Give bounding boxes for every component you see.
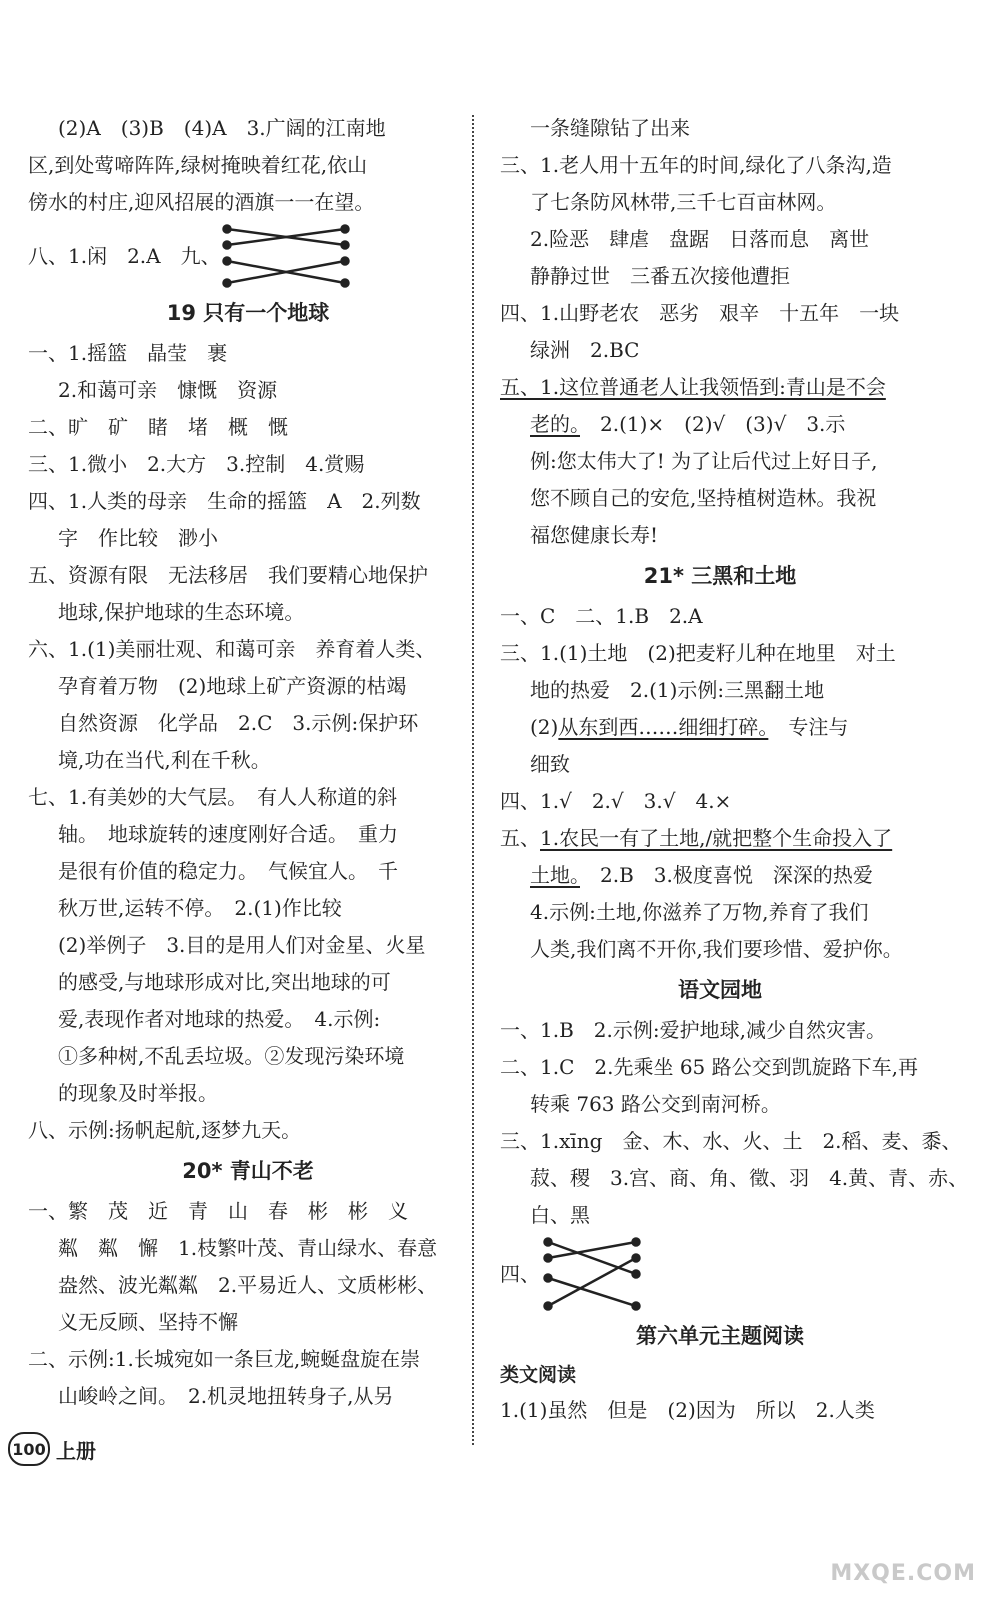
matching-lines-diagram bbox=[221, 221, 371, 291]
answer-line: 您不顾自己的安危,坚持植树造林。我祝 bbox=[530, 486, 877, 510]
answer-line bbox=[500, 406, 940, 443]
section-title: 语文园地 bbox=[678, 978, 762, 1002]
column-divider bbox=[472, 115, 474, 1445]
underlined-text: 土地。 bbox=[530, 863, 580, 887]
answer-line bbox=[500, 857, 940, 894]
answer-line: 地球,保护地球的生态环境。 bbox=[58, 600, 305, 624]
answer-line: 1.(1)虽然 但是 (2)因为 所以 2.人类 bbox=[500, 1398, 875, 1422]
left-column bbox=[28, 110, 468, 1415]
answer-line: 二、1.C 2.先乘坐 65 路公交到凯旋路下车,再 bbox=[500, 1055, 918, 1079]
answer-line: 人类,我们离不开你,我们要珍惜、爱护你。 bbox=[530, 937, 903, 961]
answer-line: 二、旷 矿 睹 堵 概 慨 bbox=[28, 415, 288, 439]
answer-line: 绿洲 2.BC bbox=[530, 338, 640, 362]
matching-row bbox=[28, 221, 468, 291]
answer-line: 盎然、波光粼粼 2.平易近人、文质彬彬、 bbox=[58, 1273, 438, 1297]
lesson-title: 21* 三黑和土地 bbox=[643, 564, 797, 588]
answer-line: 三、1.(1)土地 (2)把麦籽儿种在地里 对土 bbox=[500, 641, 896, 665]
page-footer bbox=[8, 1432, 96, 1466]
answer-line: 例:您太伟大了! 为了让后代过上好日子, bbox=[530, 449, 878, 473]
answer-line: 自然资源 化学品 2.C 3.示例:保护环 bbox=[58, 711, 419, 735]
answer-line: 八、示例:扬帆起航,逐梦九天。 bbox=[28, 1118, 302, 1142]
answer-line: 孕育着万物 (2)地球上矿产资源的枯竭 bbox=[58, 674, 407, 698]
unit-title: 第六单元主题阅读 bbox=[636, 1324, 804, 1348]
answer-line: 静静过世 三番五次接他遭拒 bbox=[530, 264, 790, 288]
answer-line: 义无反顾、坚持不懈 bbox=[58, 1310, 238, 1334]
answer-line: 一、繁 茂 近 青 山 春 彬 彬 义 bbox=[28, 1199, 408, 1223]
answer-line: (2)举例子 3.目的是用人们对金星、火星 bbox=[58, 933, 426, 957]
answer-line: 四、1.√ 2.√ 3.√ 4.× bbox=[500, 789, 732, 813]
answer-line: 四、1.山野老农 恶劣 艰辛 十五年 一块 bbox=[500, 301, 900, 325]
answer-line: 了七条防风林带,三千七百亩林网。 bbox=[530, 190, 837, 214]
answer-line: 六、1.(1)美丽壮观、和蔼可亲 养育着人类、 bbox=[28, 637, 436, 661]
answer-line: 一、1.B 2.示例:爱护地球,减少自然灾害。 bbox=[500, 1018, 886, 1042]
answer-line bbox=[500, 709, 940, 746]
answer-line: 的现象及时举报。 bbox=[58, 1081, 218, 1105]
answer-line: 白、黑 bbox=[530, 1203, 590, 1227]
lesson-title: 19 只有一个地球 bbox=[166, 301, 330, 325]
matching-row bbox=[500, 1234, 940, 1314]
answer-line: 四、1.人类的母亲 生命的摇篮 A 2.列数 bbox=[28, 489, 421, 513]
answer-line: 轴。 地球旋转的速度刚好合适。 重力 bbox=[58, 822, 398, 846]
answer-line: 三、1.微小 2.大方 3.控制 4.赏赐 bbox=[28, 452, 365, 476]
subsection-title: 类文阅读 bbox=[500, 1364, 577, 1386]
answer-line: 2.险恶 肆虐 盘踞 日落而息 离世 bbox=[530, 227, 870, 251]
answer-line: 字 作比较 渺小 bbox=[58, 526, 218, 550]
watermark: MXQE.COM bbox=[830, 1561, 976, 1586]
answer-text: 五、 bbox=[500, 826, 540, 850]
answer-line: 福您健康长寿! bbox=[530, 523, 659, 547]
answer-line: 三、1.老人用十五年的时间,绿化了八条沟,造 bbox=[500, 153, 892, 177]
answer-line: 一、C 二、1.B 2.A bbox=[500, 604, 703, 628]
right-column bbox=[500, 110, 969, 1429]
answer-line: 四、 bbox=[500, 1261, 540, 1286]
answer-line: 境,功在当代,利在千秋。 bbox=[58, 748, 271, 772]
answer-line: 4.示例:土地,你滋养了万物,养育了我们 bbox=[530, 900, 869, 924]
answer-text: (2) bbox=[530, 715, 559, 739]
answer-text: 2.B 3.极度喜悦 深深的热爱 bbox=[580, 863, 873, 887]
answer-line: ①多种树,不乱丢垃圾。②发现污染环境 bbox=[58, 1044, 405, 1068]
answer-line: 八、1.闲 2.A 九、 bbox=[28, 243, 221, 268]
answer-line: 的感受,与地球形成对比,突出地球的可 bbox=[58, 970, 391, 994]
answer-line: 五、资源有限 无法移居 我们要精心地保护 bbox=[28, 563, 428, 587]
answer-line: 二、示例:1.长城宛如一条巨龙,蜿蜒盘旋在崇 bbox=[28, 1347, 421, 1371]
page-number: 100 bbox=[8, 1432, 50, 1466]
answer-text: 2.(1)× (2)√ (3)√ 3.示 bbox=[580, 412, 846, 436]
answer-line: 细致 bbox=[530, 752, 570, 776]
answer-line: 三、1.xīng 金、木、水、火、土 2.稻、麦、黍、 bbox=[500, 1129, 962, 1153]
answer-line: 五、1.这位普通老人让我领悟到:青山是不会 bbox=[500, 375, 886, 399]
answer-line: 爱,表现作者对地球的热爱。 4.示例: bbox=[58, 1007, 381, 1031]
answer-line: 傍水的村庄,迎风招展的酒旗一一在望。 bbox=[28, 190, 375, 214]
answer-line: 地的热爱 2.(1)示例:三黑翻土地 bbox=[530, 678, 825, 702]
answer-line: 粼 粼 懈 1.枝繁叶茂、青山绿水、春意 bbox=[58, 1236, 438, 1260]
underlined-text: 从东到西……细细打碎。 bbox=[558, 715, 769, 739]
underlined-text: 老的。 bbox=[530, 412, 580, 436]
answer-line bbox=[500, 820, 940, 857]
answer-line: 一、1.摇篮 晶莹 裹 bbox=[28, 341, 228, 365]
answer-line: 区,到处莺啼阵阵,绿树掩映着红花,依山 bbox=[28, 153, 368, 177]
underlined-text: 1.农民一有了土地,/就把整个生命投入了 bbox=[540, 826, 893, 850]
lesson-title: 20* 青山不老 bbox=[182, 1159, 314, 1183]
volume-label: 上册 bbox=[56, 1438, 96, 1463]
answer-line: 一条缝隙钻了出来 bbox=[530, 116, 690, 140]
answer-line: 七、1.有美妙的大气层。 有人人称道的斜 bbox=[28, 785, 398, 809]
answer-line: (2)A (3)B (4)A 3.广阔的江南地 bbox=[58, 116, 386, 140]
answer-line: 菽、稷 3.宫、商、角、徵、羽 4.黄、青、赤、 bbox=[530, 1166, 969, 1190]
answer-text: 专注与 bbox=[768, 715, 849, 739]
answer-line: 是很有价值的稳定力。 气候宜人。 千 bbox=[58, 859, 398, 883]
matching-lines-diagram bbox=[540, 1234, 650, 1314]
answer-line: 2.和蔼可亲 慷慨 资源 bbox=[58, 378, 278, 402]
answer-line: 秋万世,运转不停。 2.(1)作比较 bbox=[58, 896, 342, 920]
answer-line: 山峻岭之间。 2.机灵地扭转身子,从另 bbox=[58, 1384, 394, 1408]
answer-line: 转乘 763 路公交到南河桥。 bbox=[530, 1092, 781, 1116]
